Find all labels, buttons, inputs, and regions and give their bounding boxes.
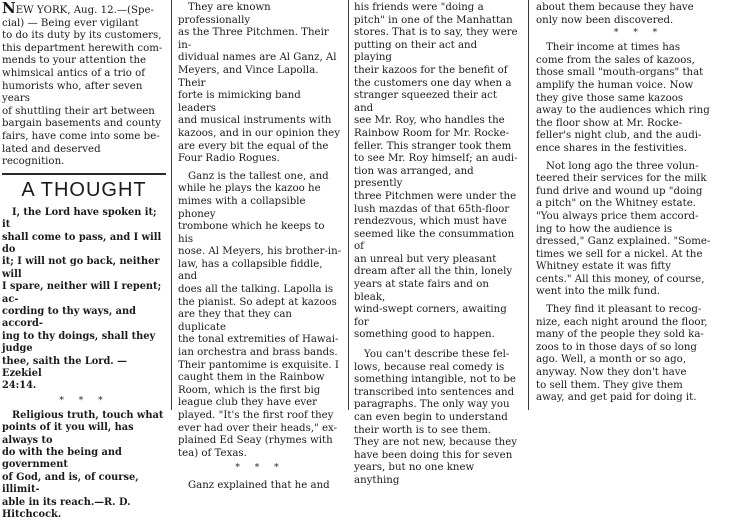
text-line: played. "It's the first roof they [178, 410, 334, 421]
thought-heading: A THOUGHT [21, 178, 147, 201]
text-line: dream after all the thin, lonely [354, 266, 513, 278]
text-line: to do its duty by its customers, [2, 30, 162, 42]
paragraph [178, 2, 342, 166]
quote-line: points of it you will, has always to [2, 422, 134, 446]
text-line: forte is mimicking band leaders [178, 90, 301, 114]
text-line: something good to happen. [354, 329, 495, 341]
text-line: away to the audiences which ring [536, 105, 710, 117]
text-line: whimsical antics of a trio of [2, 67, 146, 79]
text-line: stranger squeezed their act and [354, 90, 497, 114]
text-line: of shuttling their art between [2, 105, 155, 117]
column-rule [348, 0, 349, 410]
intro-paragraph [2, 18, 166, 169]
text-line: the pianist. So adept at kazoos [178, 296, 337, 308]
text-line: something intangible, not to be [354, 374, 516, 386]
text-line: They are not new, because they [354, 437, 518, 449]
paragraph [536, 304, 741, 405]
text-line: league club they have ever [178, 397, 318, 409]
column-rule [171, 0, 172, 410]
text-line: went into the milk fund. [536, 286, 661, 298]
text-line: about them because they have [536, 2, 694, 13]
text-line: the customers one day when a [354, 77, 512, 89]
text-line: their kazoos for the benefit of [354, 64, 508, 76]
text-line: Not long ago the three volun- [546, 160, 699, 172]
text-line: mends to your attention the [2, 55, 147, 67]
text-line: tion was arranged, and presently [354, 165, 474, 190]
text-line: lows, because real comedy is [354, 361, 505, 373]
quote-line: able in its reach.—R. D. Hitchcock. [2, 496, 131, 521]
text-line: nose. Al Meyers, his brother-in- [178, 246, 342, 258]
text-line: Meyers, and Vince Lapolla. Their [178, 64, 319, 89]
paragraph [536, 2, 741, 27]
verse-line: cording to thy ways, and accord- [2, 305, 136, 330]
text-line: have been doing this for seven [354, 449, 513, 461]
text-line: ago. Well, a month or so ago, [536, 354, 687, 366]
text-line: this department herewith com- [2, 42, 163, 54]
text-line: "You always price them accord- [536, 210, 699, 222]
column-4 [536, 0, 741, 410]
text-line: fund drive and wound up "doing [536, 185, 703, 197]
dateline [2, 2, 166, 18]
text-line: ence shares in the festivities. [536, 142, 688, 154]
text-line: fairs, have come into some be- [2, 130, 160, 142]
text-line: wind-swept corners, awaiting for [354, 304, 507, 328]
text-line: nize, each night around the floor, [536, 316, 708, 328]
text-line: kazoos, and in our opinion they [178, 127, 340, 139]
text-line: teered their services for the milk [536, 173, 707, 185]
text-line: pitch" in one of the Manhattan [354, 14, 513, 26]
section-stars: * * * [59, 395, 109, 406]
quote-line: Religious truth, touch what [12, 409, 164, 421]
text-line: three Pitchmen were under the [354, 190, 517, 202]
text-line: dressed," Ganz explained. "Some- [536, 236, 711, 248]
text-line: years at state fairs and on bleak, [354, 279, 489, 303]
text-line: lated and deserved recognition. [2, 143, 101, 168]
text-line: ing to how the audience is [536, 223, 673, 235]
text-line: cents." All this money, of course, [536, 273, 705, 285]
text-line: his friends were "doing a [354, 2, 484, 13]
text-line: an unreal but very pleasant [354, 253, 497, 265]
quote-line: of God, and is, of course, illimit- [2, 471, 139, 496]
text-line: mimes with a collapsible phoney [178, 195, 306, 220]
text-line: away, and get paid for doing it. [536, 392, 697, 404]
text-line: humorists who, after seven years [2, 80, 143, 105]
text-line: can even begin to understand [354, 412, 508, 423]
dateline-text: EW YORK, Aug. 12.—(Spe- [15, 5, 154, 16]
verse-line: it; I will not go back, neither will [2, 256, 160, 280]
paragraph [536, 42, 741, 155]
text-line: to see Mr. Roy himself; an audi- [354, 153, 518, 165]
text-line: putting on their act and playing [354, 39, 478, 64]
text-line: They are known professionally [178, 2, 271, 26]
verse-line: I spare, neither will I repent; ac- [2, 281, 162, 305]
text-line: a pitch" on the Whitney estate. [536, 198, 696, 210]
column-1 [2, 0, 166, 521]
quote-line: do with the being and government [2, 447, 122, 471]
text-line: dividual names are Al Ganz, Al [178, 52, 337, 64]
text-line: law, has a collapsible fiddle, and [178, 258, 323, 283]
text-line: bargain basements and county [2, 118, 161, 130]
text-line: they give those same kazoos [536, 92, 684, 104]
text-line: Room, which is the first big [178, 384, 321, 396]
text-line: does all the talking. Lapolla is [178, 284, 334, 296]
text-line: many of the people they sold ka- [536, 329, 704, 341]
text-line: tea) of Texas. [178, 447, 247, 459]
text-line: You can't describe these fel- [364, 349, 510, 361]
text-line: lush mazdas of that 65th-floor [354, 203, 510, 215]
text-line: as the Three Pitchmen. Their in- [178, 27, 329, 51]
section-divider [2, 173, 166, 175]
section-stars: * * * [235, 463, 285, 474]
column-3 [354, 0, 518, 486]
text-line: ian orchestra and brass bands. [178, 347, 338, 359]
text-line: anyway. Now they don't have [536, 367, 687, 379]
text-line: are every bit the equal of the [178, 140, 329, 152]
text-line: paragraphs. The only way you [354, 399, 510, 411]
text-line: the tonal extremities of Hawai- [178, 334, 339, 346]
text-line: plained Ed Seay (rhymes with [178, 435, 333, 447]
text-line: ever had over their heads," ex- [178, 422, 338, 434]
text-line: Their pantomime is exquisite. I [178, 359, 339, 371]
text-line: times we sell for a nickel. At the [536, 248, 703, 260]
text-line: and musical instruments with [178, 115, 332, 127]
text-line: feller. This stranger took them [354, 140, 512, 152]
drop-cap: N [2, 0, 16, 17]
verse-line: shall come to pass, and I will do [2, 231, 162, 255]
text-line: cial) — Being ever vigilant [2, 17, 139, 29]
text-line: those small "mouth-organs" that [536, 67, 704, 79]
section-stars: * * * [613, 28, 664, 39]
text-line: zoos to in those days of so long [536, 341, 697, 353]
text-line: trombone which he keeps to his [178, 221, 325, 245]
text-line: feller's night club, and the audi- [536, 130, 702, 142]
paragraph [536, 161, 741, 300]
text-line: caught them in the Rainbow [178, 372, 325, 384]
text-line: years, but no one knew anything [354, 462, 475, 486]
text-line: the floor show at Mr. Rocke- [536, 117, 683, 129]
text-line: seemed like the consummation of [354, 228, 515, 253]
verse-line: 24:14. [2, 380, 37, 392]
text-line: while he plays the kazoo he [178, 183, 321, 195]
scripture-verse [2, 207, 166, 393]
text-line: only now been discovered. [536, 14, 674, 26]
text-line: Whitney estate it was fifty [536, 261, 672, 273]
verse-line: thee, saith the Lord. — Ezekiel [2, 355, 127, 379]
text-line: Four Radio Rogues. [178, 153, 280, 165]
verse-line: ing to thy doings, shall they judge [2, 330, 156, 355]
paragraph [354, 2, 518, 342]
text-line: stores. That is to say, they were [354, 27, 518, 39]
text-line: come from the sales of kazoos, [536, 54, 695, 66]
text-line: rendezvous, which must have [354, 216, 507, 228]
text-line: see Mr. Roy, who handles the [354, 115, 505, 127]
text-line: transcribed into sentences and [354, 386, 515, 398]
text-line: are they that they can duplicate [178, 309, 292, 333]
paragraph [178, 171, 342, 461]
quotation [2, 410, 166, 521]
text-line: Their income at times has [546, 42, 681, 54]
column-rule [528, 0, 529, 410]
text-line: Ganz explained that he and [188, 480, 330, 492]
text-line: to sell them. They give them [536, 379, 683, 391]
paragraph [354, 349, 518, 488]
text-line: Ganz is the tallest one, and [188, 170, 329, 182]
verse-line: I, the Lord have spoken it; it [2, 206, 157, 231]
text-line: amplify the human voice. Now [536, 79, 694, 91]
text-line: their worth is to see them. [354, 424, 491, 436]
column-2 [178, 0, 342, 492]
text-line: They find it pleasant to recog- [546, 304, 702, 316]
text-line: Rainbow Room for Mr. Rocke- [354, 127, 510, 139]
